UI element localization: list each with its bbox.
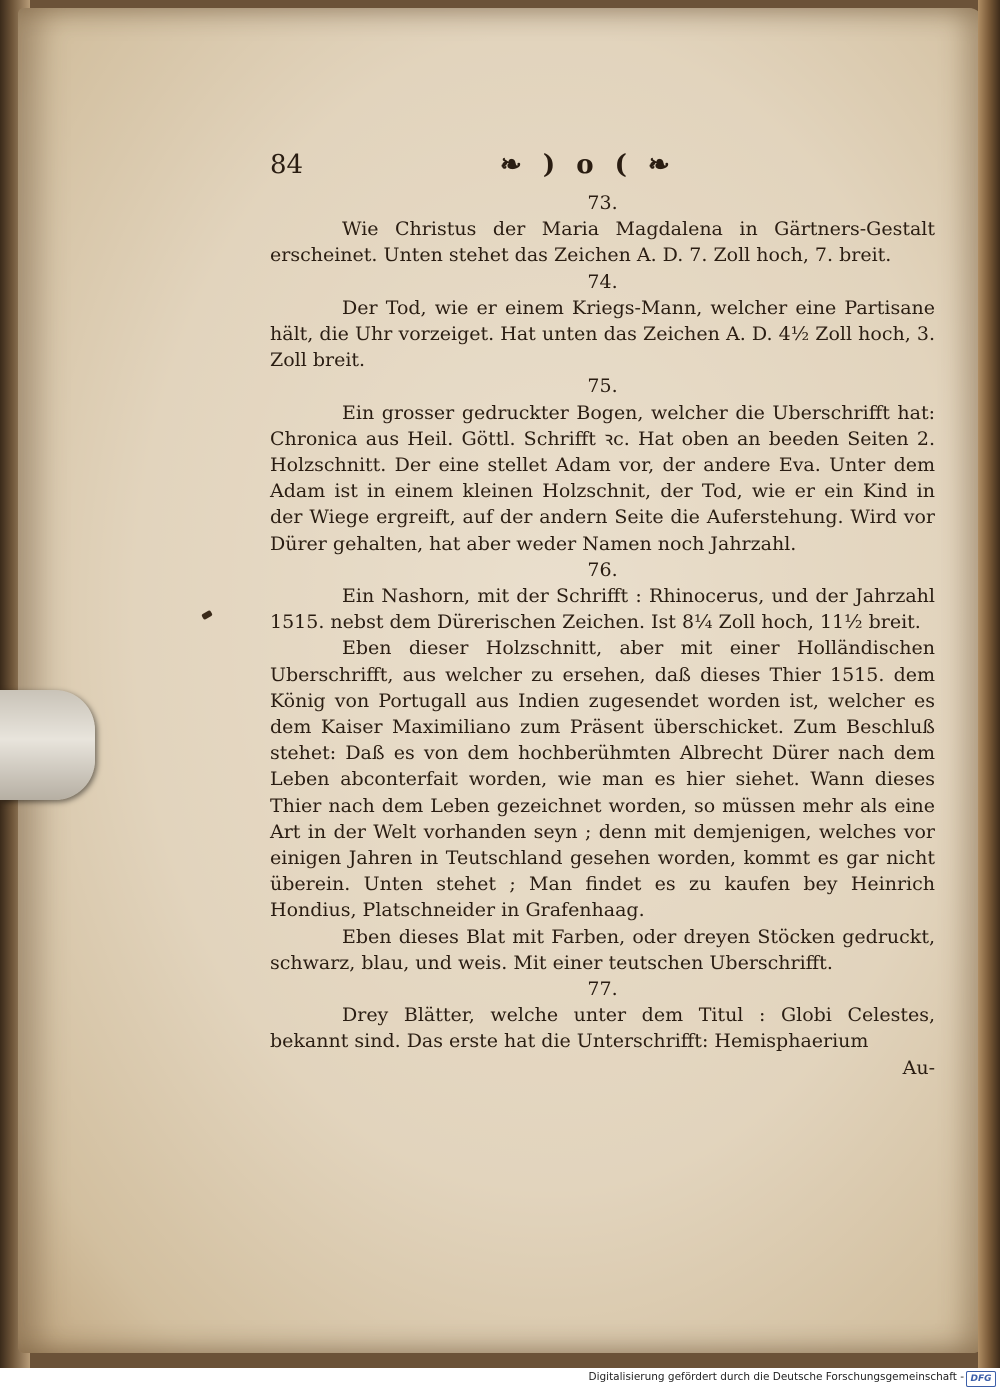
page-number: 84 <box>270 150 304 180</box>
entry-77 <box>270 976 935 1055</box>
entry-75 <box>270 373 935 556</box>
catchword: Au- <box>902 1056 935 1079</box>
entry-number: 74. <box>587 270 618 293</box>
book-right-edge <box>978 0 1000 1368</box>
entry-paragraph: Ein grosser gedruckter Bogen, welcher die Uberschrifft hat: Chronica aus Heil. Göttl. Schrifft ꝛc. Hat oben an beeden Seiten 2. Holzschnitt. Der eine stellet Adam vor, der andere Eva. Unter dem Adam ist in einem kleinen Holzschnit, der Tod, wie er ein Kind in der Wiege ergreift, auf der andern Seite die Auferstehung. Wird vor Dürer gehalten, hat aber weder Namen noch Jahrzahl. <box>270 401 935 555</box>
bookmark-tab <box>0 690 95 800</box>
entry-73 <box>270 190 935 269</box>
digitization-footer <box>0 1368 1000 1389</box>
page-header <box>270 150 935 190</box>
entry-paragraph: Eben dieses Blat mit Farben, oder dreyen Stöcken gedruckt, schwarz, blau, und weis. Mit einer teutschen Uberschrifft. <box>270 925 935 974</box>
entry-number: 75. <box>587 375 618 398</box>
entry-number: 77. <box>587 978 618 1001</box>
entry-paragraph: Drey Blätter, welche unter dem Titul : Globi Celestes, bekannt sind. Das erste hat die Unterschrifft: Hemisphaerium <box>270 1004 935 1053</box>
entry-paragraph: Wie Christus der Maria Magdalena in Gärtners-Gestalt erscheinet. Unten stehet das Zeichen A. D. 7. Zoll hoch, 7. breit. <box>270 218 935 267</box>
entry-paragraph: Ein Nashorn, mit der Schrifft : Rhinocerus, und der Jahrzahl 1515. nebst dem Dürerischen Zeichen. Ist 8¼ Zoll hoch, 11½ breit. <box>270 584 935 634</box>
page-text <box>270 150 935 1081</box>
funding-note: Digitalisierung gefördert durch die Deutsche Forschungsgemeinschaft - <box>588 1371 964 1383</box>
entry-paragraph: Eben dieser Holzschnitt, aber mit einer Holländischen Uberschrifft, aus welcher zu ersehen, daß dieses Thier 1515. dem König von Portugall aus Indien zugesendet worden ist, welcher es dem Kaiser Maximiliano zum Präsent überschicket. Zum Beschluß stehet: Daß es von dem hochberühmten Albrecht Dürer nach dem Leben abconterfait worden, wie man es hier siehet. Wann dieses Thier nach dem Leben gezeichnet worden, so müssen mehr als eine Art in der Welt vorhanden seyn ; denn mit demjenigen, welches vor einigen Jahren in Teutschland gesehen worden, kommt es gar nicht überein. Unten stehet ; Man findet es zu kaufen bey Heinrich Hondius, Platschneider in Grafenhaag. <box>270 637 935 922</box>
running-head-ornament: ❧ ) o ( ❧ <box>500 150 676 180</box>
entry-number: 76. <box>587 558 618 581</box>
entry-74 <box>270 269 935 374</box>
entry-paragraph: Der Tod, wie er einem Kriegs-Mann, welcher eine Partisane hält, die Uhr vorzeiget. Hat unten das Zeichen A. D. 4½ Zoll hoch, 3. Zoll breit. <box>270 296 935 372</box>
entry-number: 73. <box>587 192 618 214</box>
entry-76 <box>270 557 935 976</box>
dfg-logo: DFG <box>966 1371 996 1387</box>
